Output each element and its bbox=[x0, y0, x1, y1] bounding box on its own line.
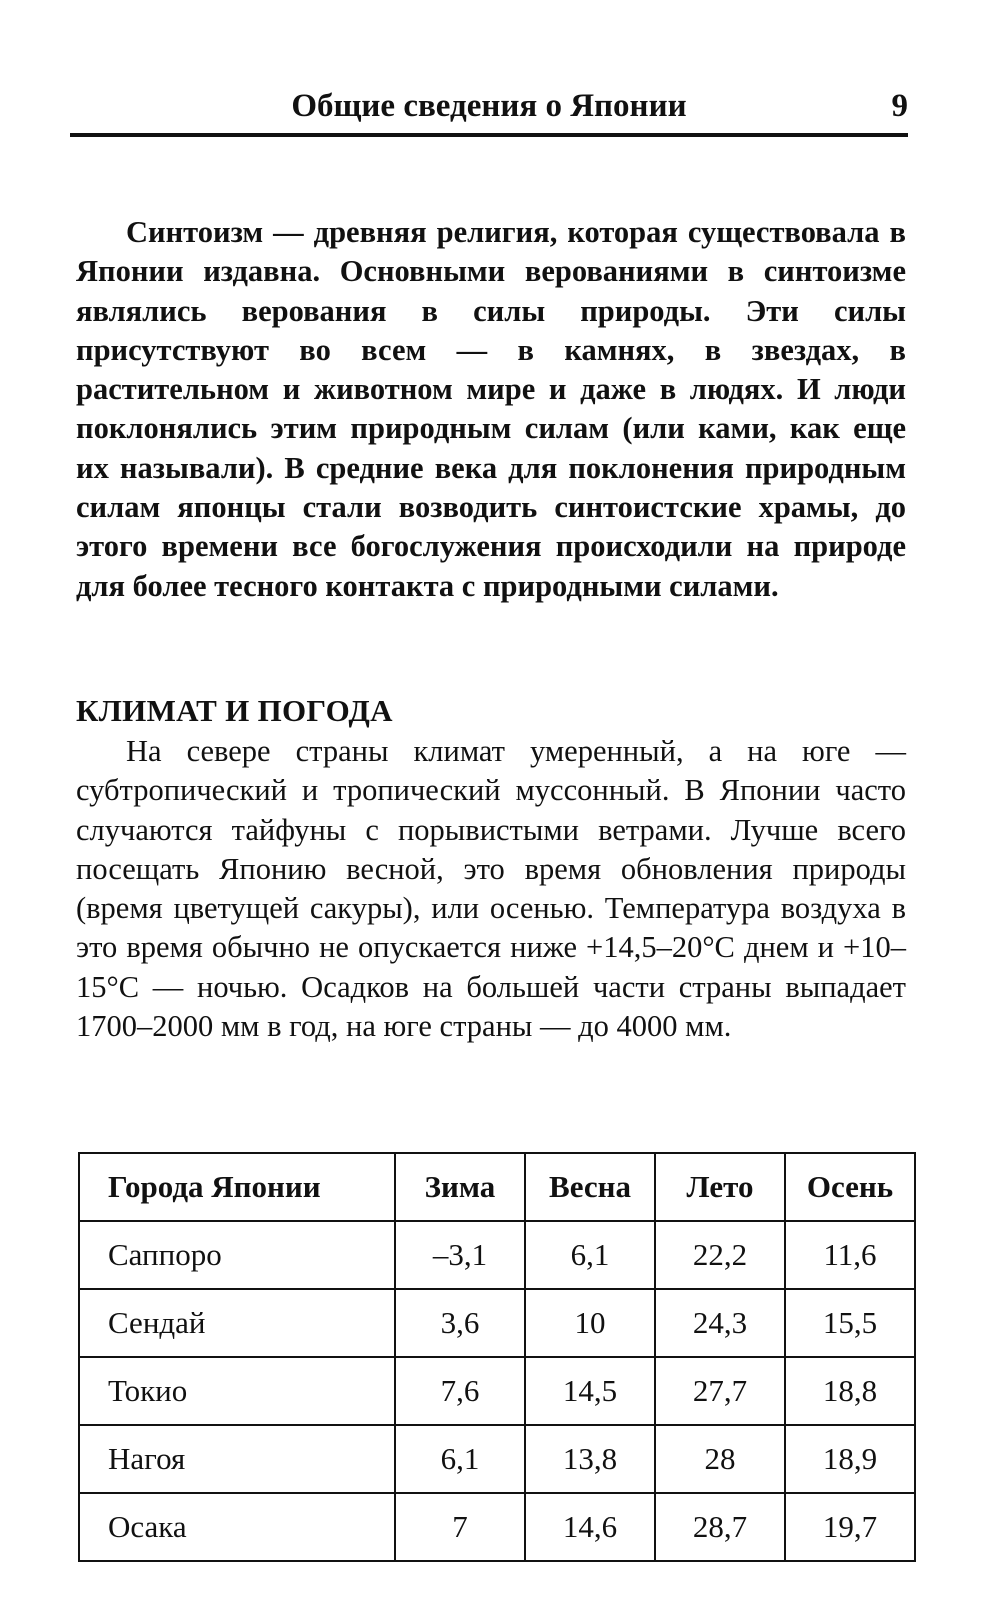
spring-cell: 10 bbox=[525, 1289, 655, 1357]
winter-cell: 6,1 bbox=[395, 1425, 525, 1493]
section-heading: КЛИМАТ И ПОГОДА bbox=[76, 693, 393, 728]
winter-cell: 3,6 bbox=[395, 1289, 525, 1357]
column-header-summer: Лето bbox=[655, 1153, 785, 1221]
winter-cell: 7 bbox=[395, 1493, 525, 1561]
summer-cell: 22,2 bbox=[655, 1221, 785, 1289]
winter-cell: 7,6 bbox=[395, 1357, 525, 1425]
city-cell: Осака bbox=[79, 1493, 395, 1561]
table-header-row bbox=[79, 1153, 915, 1221]
autumn-cell: 15,5 bbox=[785, 1289, 915, 1357]
spring-cell: 14,5 bbox=[525, 1357, 655, 1425]
column-header-city: Города Японии bbox=[79, 1153, 395, 1221]
climate-paragraph: На севере страны климат умеренный, а на юге — субтропический и тропический муссонный. В Японии часто случаются тайфуны с порывистыми ветрами. Лучше всего посещать Японию весной, это время обновления природы (время цветущей сакуры), или осенью. Температура воздуха в это время обычно не опускается ниже +14,5–20°C днем и +10–15°C — ночью. Осадков на большей части страны выпадает 1700–2000 мм в год, на юге страны — до 4000 мм. bbox=[76, 734, 906, 1044]
spring-cell: 13,8 bbox=[525, 1425, 655, 1493]
header-rule bbox=[70, 133, 908, 137]
summer-cell: 24,3 bbox=[655, 1289, 785, 1357]
climate-table bbox=[78, 1152, 916, 1562]
autumn-cell: 18,8 bbox=[785, 1357, 915, 1425]
column-header-winter: Зима bbox=[395, 1153, 525, 1221]
city-cell: Саппоро bbox=[79, 1221, 395, 1289]
table-row bbox=[79, 1289, 915, 1357]
city-cell: Нагоя bbox=[79, 1425, 395, 1493]
autumn-cell: 18,9 bbox=[785, 1425, 915, 1493]
winter-cell: –3,1 bbox=[395, 1221, 525, 1289]
summer-cell: 28,7 bbox=[655, 1493, 785, 1561]
city-cell: Токио bbox=[79, 1357, 395, 1425]
temperature-table bbox=[78, 1152, 916, 1556]
table-row bbox=[79, 1493, 915, 1561]
summer-cell: 27,7 bbox=[655, 1357, 785, 1425]
spring-cell: 14,6 bbox=[525, 1493, 655, 1561]
city-cell: Сендай bbox=[79, 1289, 395, 1357]
running-head bbox=[70, 86, 908, 134]
table-row bbox=[79, 1221, 915, 1289]
table-row bbox=[79, 1357, 915, 1425]
autumn-cell: 11,6 bbox=[785, 1221, 915, 1289]
column-header-spring: Весна bbox=[525, 1153, 655, 1221]
intro-paragraph: Синтоизм — древняя религия, которая существовала в Японии издавна. Основными верованиями в синтоизме являлись верования в силы природы. Эти силы присутствуют во всем — в камнях, в звездах, в растительном и животном мире и даже в людях. И люди поклонялись этим природным силам (или ками, как еще их называли). В средние века для поклонения природным силам японцы стали возводить синтоистские храмы, до этого времени все богослужения происходили на природе для более тесного контакта с природными силами. bbox=[76, 215, 906, 603]
column-header-autumn: Осень bbox=[785, 1153, 915, 1221]
autumn-cell: 19,7 bbox=[785, 1493, 915, 1561]
page-number: 9 bbox=[891, 88, 908, 124]
summer-cell: 28 bbox=[655, 1425, 785, 1493]
running-head-title: Общие сведения о Японии bbox=[291, 88, 687, 124]
spring-cell: 6,1 bbox=[525, 1221, 655, 1289]
table-row bbox=[79, 1425, 915, 1493]
